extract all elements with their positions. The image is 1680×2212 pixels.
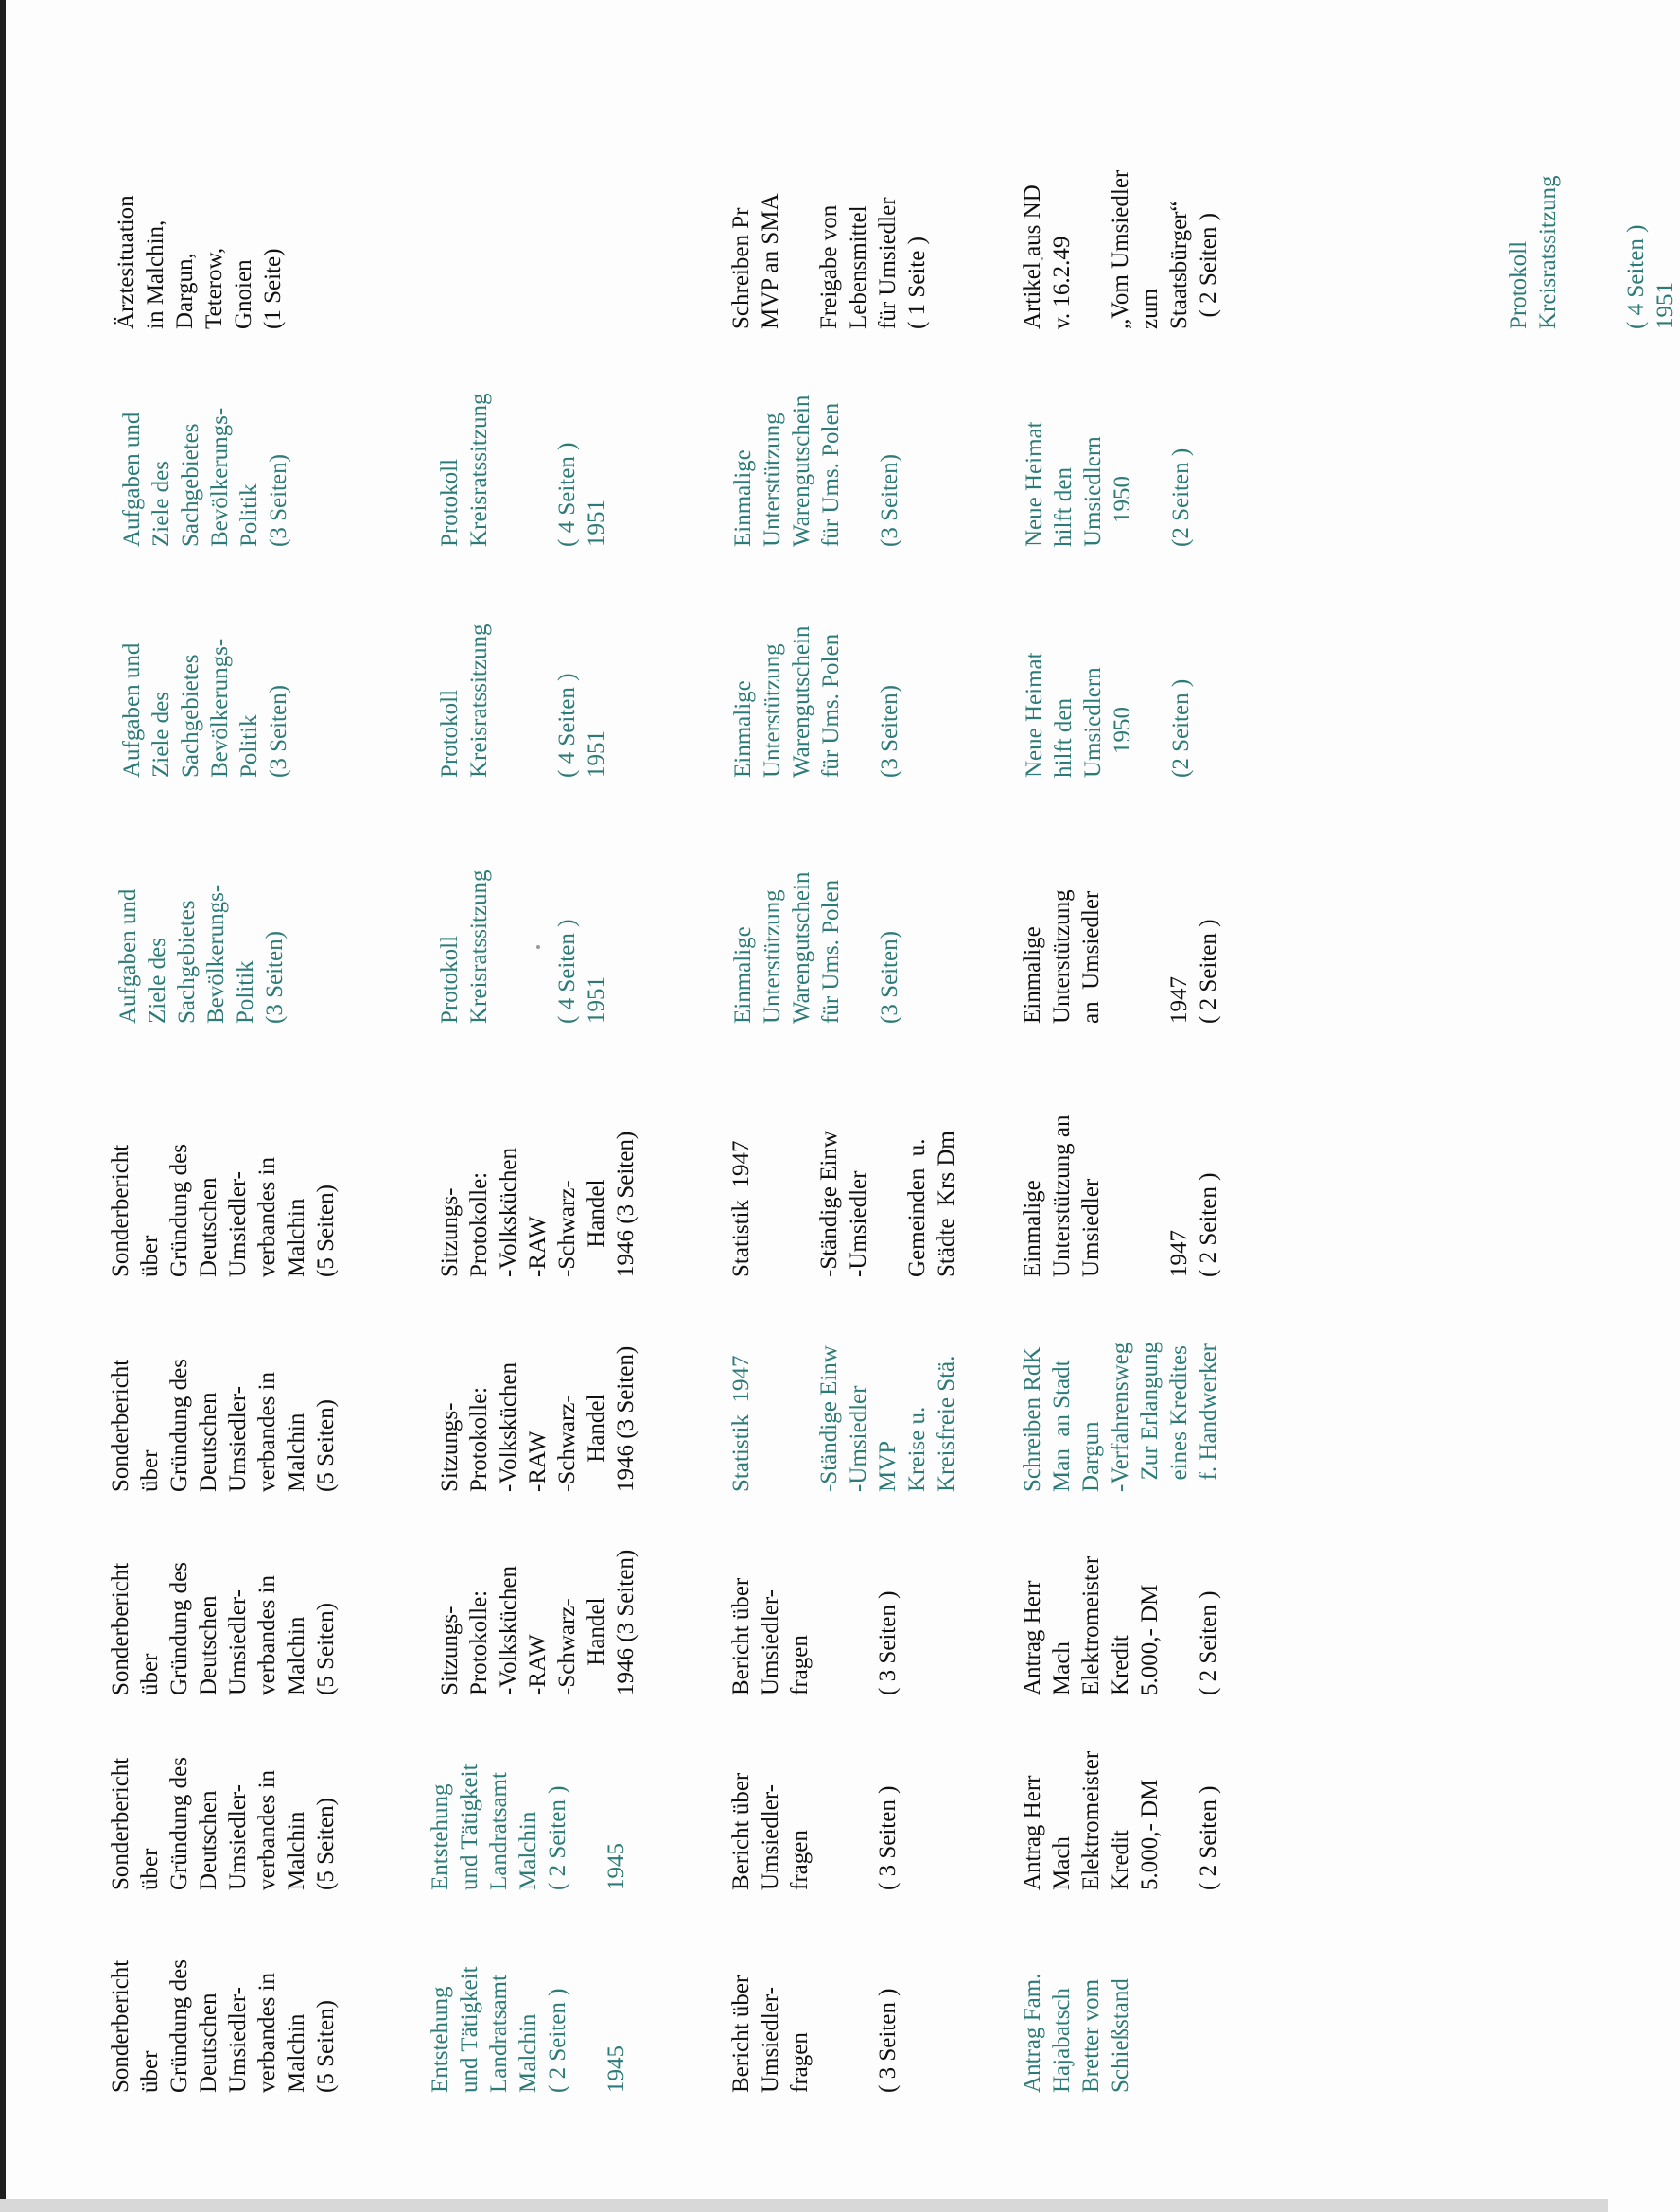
- document-cell: Einmalige Unterstützung an Umsiedler 1947 ( 2 Seiten ): [1020, 889, 1221, 1024]
- document-cell: Neue Heimat hilft den Umsiedlern 1950 (2 Seiten ): [1022, 652, 1194, 778]
- document-cell: Einmalige Unterstützung Warengutschein für Ums. Polen (3 Seiten): [730, 395, 902, 547]
- document-cell: Statistik 1947 -Ständige Einw -Umsiedler MVP Kreise u. Kreisfreie Stä.: [728, 1345, 959, 1492]
- document-cell: Protokoll Kreisratssitzung ( 4 Seiten ) 1951: [437, 869, 609, 1024]
- document-cell: Sonderbericht über Gründung des Deutschen Umsiedler- verbandes in Malchin (5 Seiten): [108, 1359, 339, 1492]
- document-cell: Schreiben Pr MVP an SMA Freigabe von Lebensmittel für Umsiedler ( 1 Seite ): [728, 193, 930, 329]
- document-cell: Antrag Herr Mach Elektromeister Kredit 5.000,- DM ( 2 Seiten ): [1020, 1555, 1221, 1695]
- document-cell: Einmalige Unterstützung an Umsiedler 1947 ( 2 Seiten ): [1020, 1115, 1221, 1277]
- document-cell: Protokoll Kreisratssitzung ( 4 Seiten ) 1951: [437, 623, 609, 778]
- document-cell: Aufgaben und Ziele des Sachgebietes Bevölkerungs- Politik (3 Seiten): [119, 407, 291, 547]
- document-cell: Ärztesituation in Malchin, Dargun, Teterow, Gnoien (1 Seite): [114, 195, 286, 329]
- document-cell: Statistik 1947 -Ständige Einw -Umsiedler Gemeinden u. Städte Krs Dm: [728, 1131, 959, 1277]
- document-cell: Protokoll Kreisratssitzung ( 4 Seiten ) 1951: [1506, 175, 1678, 329]
- document-cell: Sitzungs- Protokolle: -Volksküchen -RAW -Schwarz- Handel 1946 (3 Seiten): [437, 1345, 639, 1492]
- document-cell: Entstehung und Tätigkeit Landratsamt Malchin ( 2 Seiten ) 1945: [428, 1966, 629, 2093]
- document-cell: Bericht über Umsiedler- fragen ( 3 Seiten ): [728, 1577, 901, 1695]
- document-cell: Sonderbericht über Gründung des Deutschen Umsiedler- verbandes in Malchin (5 Seiten): [108, 1562, 339, 1695]
- document-cell: Aufgaben und Ziele des Sachgebietes Bevölkerungs- Politik (3 Seiten): [119, 638, 291, 778]
- scan-border-left: [0, 0, 6, 2212]
- document-cell: Einmalige Unterstützung Warengutschein für Ums. Polen (3 Seiten): [730, 871, 902, 1024]
- document-cell: Neue Heimat hilft den Umsiedlern 1950 (2 Seiten ): [1022, 421, 1194, 547]
- document-cell: Aufgaben und Ziele des Sachgebietes Bevölkerungs- Politik (3 Seiten): [115, 884, 288, 1024]
- document-cell: Antrag Herr Mach Elektromeister Kredit 5.000,- DM ( 2 Seiten ): [1020, 1750, 1221, 1890]
- document-cell: Bericht über Umsiedler- fragen ( 3 Seiten ): [728, 1975, 901, 2093]
- document-cell: Bericht über Umsiedler- fragen ( 3 Seiten ): [728, 1772, 901, 1890]
- document-cell: Einmalige Unterstützung Warengutschein für Ums. Polen (3 Seiten): [730, 625, 902, 778]
- document-cell: Sonderbericht über Gründung des Deutschen Umsiedler- verbandes in Malchin (5 Seiten): [108, 1144, 339, 1277]
- document-cell: Antrag Fam. Hajabatsch Bretter vom Schießstand: [1020, 1973, 1133, 2093]
- document-cell: Artikel aus ND v. 16.2.49 „Vom Umsiedler zum Staatsbürger“ ( 2 Seiten ): [1020, 169, 1221, 329]
- document-cell: Schreiben RdK Man an Stadt Dargun -Verfahrensweg Zur Erlangung eines Kredites f. Handwerker: [1020, 1342, 1221, 1492]
- document-cell: Sonderbericht über Gründung des Deutschen Umsiedler- verbandes in Malchin (5 Seiten): [108, 1757, 339, 1890]
- document-cell: Sitzungs- Protokolle: -Volksküchen -RAW -Schwarz- Handel 1946 (3 Seiten): [437, 1549, 639, 1695]
- document-cell: Sonderbericht über Gründung des Deutschen Umsiedler- verbandes in Malchin (5 Seiten): [108, 1959, 339, 2093]
- document-cell: Sitzungs- Protokolle: -Volksküchen -RAW -Schwarz- Handel 1946 (3 Seiten): [437, 1131, 639, 1277]
- document-cell: Entstehung und Tätigkeit Landratsamt Malchin ( 2 Seiten ) 1945: [428, 1764, 629, 1890]
- document-cell: Protokoll Kreisratssitzung ( 4 Seiten ) 1951: [437, 393, 609, 547]
- scan-border-bottom: [0, 2199, 1608, 2212]
